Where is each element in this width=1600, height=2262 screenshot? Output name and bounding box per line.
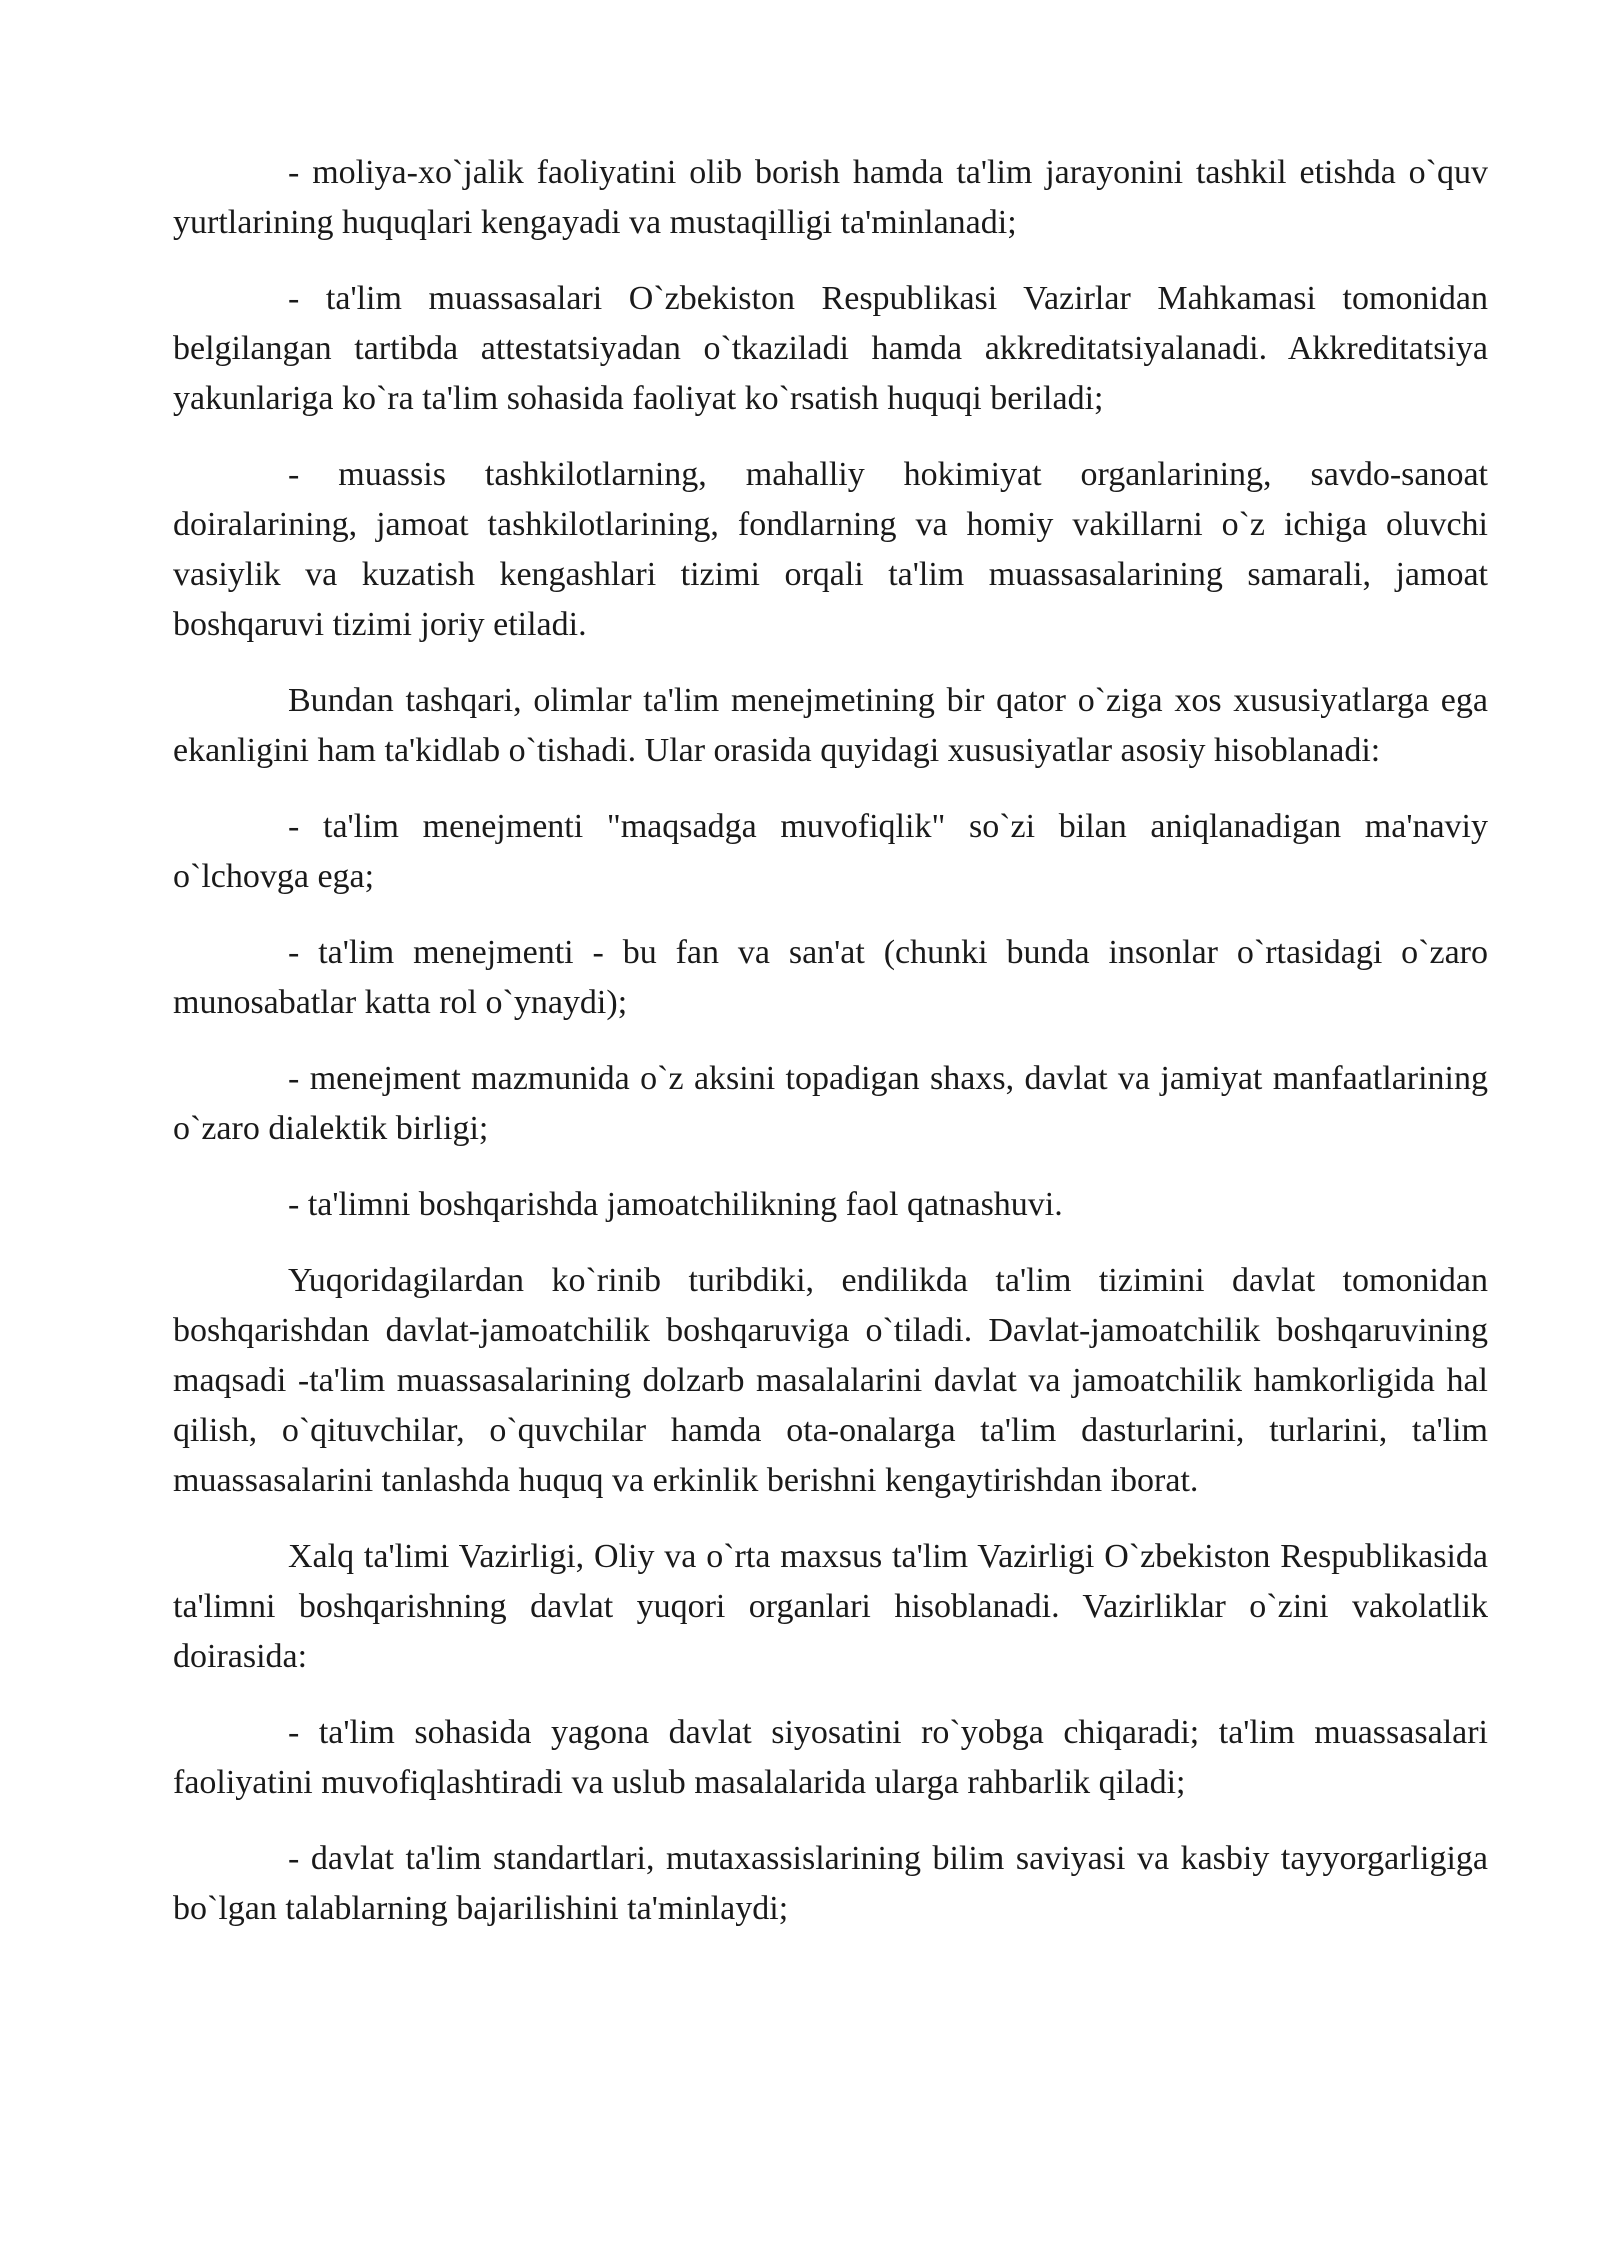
paragraph-3: - muassis tashkilotlarning, mahalliy hokimiyat organlarining, savdo-sanoat doiralarining, jamoat tashkilotlarining, fondlarning va homiy vakillarni o`z ichiga oluvchi vasiylik va kuzatish kengashlari tizimi orqali ta'lim muassasalarining samarali, jamoat boshqaruvi tizimi joriy etiladi.: [173, 456, 1488, 643]
paragraph-7: - menejment mazmunida o`z aksini topadigan shaxs, davlat va jamiyat manfaatlarining o`zaro dialektik birligi;: [173, 1060, 1488, 1147]
paragraph-11: - ta'lim sohasida yagona davlat siyosatini ro`yobga chiqaradi; ta'lim muassasalari faoliyatini muvofiqlashtiradi va uslub masalalarida ularga rahbarlik qiladi;: [173, 1714, 1488, 1801]
paragraph-6: - ta'lim menejmenti - bu fan va san'at (chunki bunda insonlar o`rtasidagi o`zaro munosabatlar katta rol o`ynaydi);: [173, 934, 1488, 1021]
paragraph-12: - davlat ta'lim standartlari, mutaxassislarining bilim saviyasi va kasbiy tayyorgarligiga bo`lgan talablarning bajarilishini ta'minlaydi;: [173, 1840, 1488, 1927]
paragraph-5: - ta'lim menejmenti "maqsadga muvofiqlik" so`zi bilan aniqlanadigan ma'naviy o`lchovga ega;: [173, 808, 1488, 895]
paragraph-2: - ta'lim muassasalari O`zbekiston Respublikasi Vazirlar Mahkamasi tomonidan belgilangan tartibda attestatsiyadan o`tkaziladi hamda akkreditatsiyalanadi. Akkreditatsiya yakunlariga ko`ra ta'lim sohasida faoliyat ko`rsatish huquqi beriladi;: [173, 280, 1488, 417]
paragraph-9: Yuqoridagilardan ko`rinib turibdiki, endilikda ta'lim tizimini davlat tomonidan boshqarishdan davlat-jamoatchilik boshqaruviga o`tiladi. Davlat-jamoatchilik boshqaruvining maqsadi -ta'lim muassasalarining dolzarb masalalarini davlat va jamoatchilik hamkorligida hal qilish, o`qituvchilar, o`quvchilar hamda ota-onalarga ta'lim dasturlarini, turlarini, ta'lim muassasalarini tanlashda huquq va erkinlik berishni kengaytirishdan iborat.: [173, 1262, 1488, 1499]
paragraph-10: Xalq ta'limi Vazirligi, Oliy va o`rta maxsus ta'lim Vazirligi O`zbekiston Respublikasida ta'limni boshqarishning davlat yuqori organlari hisoblanadi. Vazirliklar o`zini vakolatlik doirasida:: [173, 1538, 1488, 1675]
paragraph-4: Bundan tashqari, olimlar ta'lim menejmetining bir qator o`ziga xos xususiyatlarga ega ekanligini ham ta'kidlab o`tishadi. Ular orasida quyidagi xususiyatlar asosiy hisoblanadi:: [173, 682, 1488, 769]
document-body: [173, 148, 1488, 1934]
paragraph-8: - ta'limni boshqarishda jamoatchilikning faol qatnashuvi.: [288, 1186, 1063, 1223]
paragraph-1: - moliya-xo`jalik faoliyatini olib borish hamda ta'lim jarayonini tashkil etishda o`quv yurtlarining huquqlari kengayadi va mustaqilligi ta'minlanadi;: [173, 154, 1488, 241]
